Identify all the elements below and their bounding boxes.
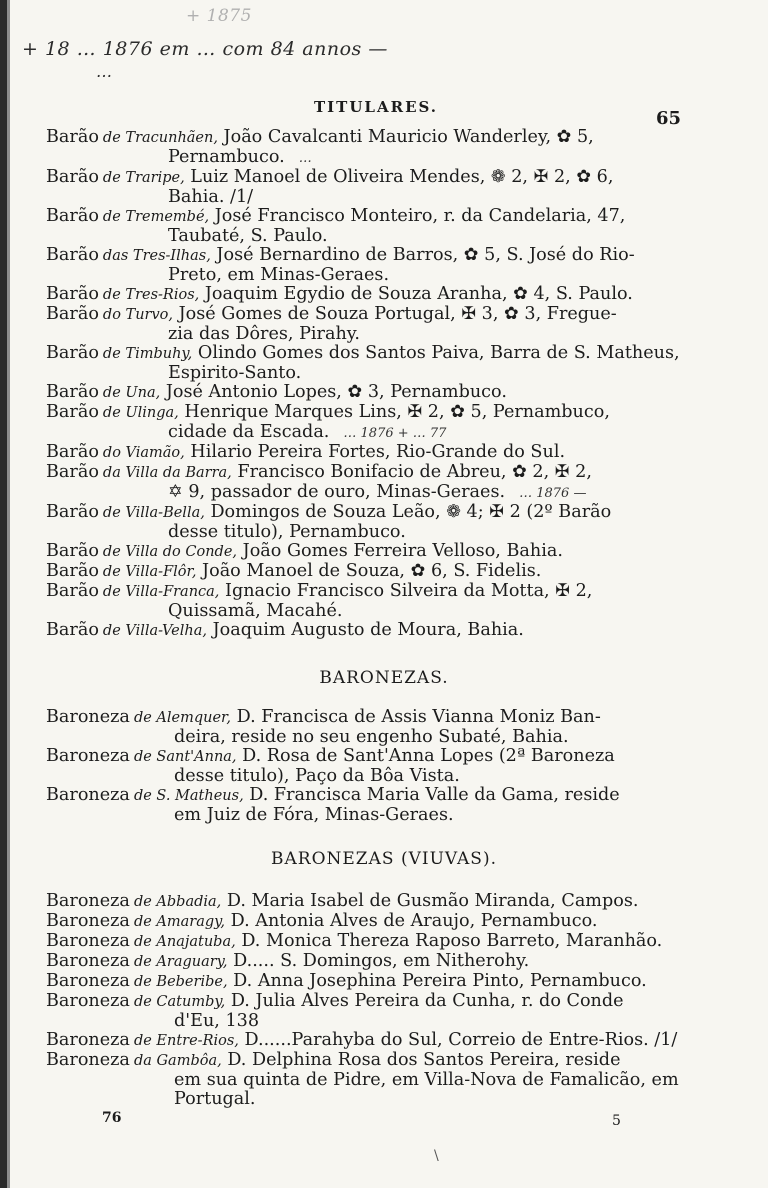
list-item <box>46 747 686 786</box>
list-item <box>46 503 686 542</box>
entry-title: de Catumby, <box>133 994 226 1010</box>
list-item <box>46 128 686 168</box>
handwritten-annotation: … 1876 + … 77 <box>343 426 447 441</box>
entry-title: de S. Matheus, <box>133 788 244 804</box>
page-edge-shadow <box>7 0 10 1188</box>
entry-role: Baroneza <box>46 971 130 991</box>
entry-role: Baroneza <box>46 1050 130 1070</box>
list-item <box>46 207 686 246</box>
entry-continuation: Espirito-Santo. <box>168 363 302 383</box>
entry-role: Baroneza <box>46 1030 130 1050</box>
footer-signature-right: 5 <box>612 1113 621 1129</box>
entry-title: de Beberibe, <box>133 974 228 990</box>
entry-title: de Villa-Franca, <box>102 584 220 600</box>
list-item <box>46 1031 686 1051</box>
entry-text: João Gomes Ferreira Velloso, Bahia. <box>242 541 563 561</box>
section-heading-viuvas: BARONEZAS (VIUVAS). <box>271 849 497 869</box>
entry-role: Barão <box>46 127 99 147</box>
entry-role: Barão <box>46 304 99 324</box>
entry-text: Henrique Marques Lins, ✠ 2, ✿ 5, Pernambuco, <box>184 402 610 422</box>
handwritten-annotation: … <box>298 151 312 166</box>
entry-continuation: desse titulo), Pernambuco. <box>168 522 406 542</box>
entry-title: do Turvo, <box>102 307 174 323</box>
entry-title: de Tremembé, <box>102 209 210 225</box>
entry-title: de Villa-Flôr, <box>102 564 197 580</box>
entry-continuation: deira, reside no seu engenho Subaté, Bahia. <box>174 727 569 747</box>
entry-continuation: desse titulo), Paço da Bôa Vista. <box>174 766 460 786</box>
entry-title: da Gambôa, <box>133 1053 222 1069</box>
list-item <box>46 285 686 305</box>
entry-text: Olindo Gomes dos Santos Paiva, Barra de S. Matheus, <box>197 343 680 363</box>
entry-text: Domingos de Souza Leão, ❁ 4; ✠ 2 (2º Barão <box>210 502 612 522</box>
list-item <box>46 582 686 621</box>
entry-title: de Traripe, <box>102 170 185 186</box>
list-item <box>46 992 686 1031</box>
entry-text: Joaquim Augusto de Moura, Bahia. <box>212 620 524 640</box>
entry-title: de Villa-Bella, <box>102 505 205 521</box>
list-item <box>46 403 686 443</box>
entry-title: das Tres-Ilhas, <box>102 248 211 264</box>
entry-text: D. Francisca de Assis Vianna Moniz Ban- <box>236 707 601 727</box>
entry-role: Barão <box>46 442 99 462</box>
entry-text: D. Anna Josephina Pereira Pinto, Pernambuco. <box>233 971 647 991</box>
entry-role: Barão <box>46 284 99 304</box>
entry-text: José Francisco Monteiro, r. da Candelaria, 47, <box>214 206 626 226</box>
entry-role: Baroneza <box>46 931 130 951</box>
entry-role: Baroneza <box>46 891 130 911</box>
baronezas-list <box>46 708 686 825</box>
entry-title: de Abbadia, <box>133 894 222 910</box>
list-item <box>46 344 686 383</box>
entry-title: de Ulinga, <box>102 405 179 421</box>
entry-continuation: Taubaté, S. Paulo. <box>168 226 328 246</box>
entry-title: de Araguary, <box>133 954 228 970</box>
page-header: TITULARES. <box>314 98 439 116</box>
entry-text: D. Julia Alves Pereira da Cunha, r. do Conde <box>230 991 624 1011</box>
entry-title: de Tres-Rios, <box>102 287 200 303</box>
entry-title: de Sant'Anna, <box>133 749 237 765</box>
entry-continuation: em Juiz de Fóra, Minas-Geraes. <box>174 805 454 825</box>
entry-role: Barão <box>46 382 99 402</box>
entry-text: Joaquim Egydio de Souza Aranha, ✿ 4, S. Paulo. <box>204 284 633 304</box>
entry-title: de Alemquer, <box>133 710 231 726</box>
entry-title: de Entre-Rios, <box>133 1033 239 1049</box>
entry-continuation: ✡ 9, passador de ouro, Minas-Geraes. <box>168 482 506 502</box>
page-number: 65 <box>656 108 682 129</box>
entry-role: Baroneza <box>46 785 130 805</box>
entry-role: Barão <box>46 620 99 640</box>
page-edge <box>0 0 7 1188</box>
entry-role: Baroneza <box>46 991 130 1011</box>
list-item <box>46 542 686 562</box>
list-item <box>46 892 686 912</box>
entry-title: da Villa da Barra, <box>102 465 232 481</box>
entry-continuation: em sua quinta de Pidre, em Villa-Nova de Famalicão, em Portugal. <box>174 1070 679 1109</box>
stray-mark: \ <box>434 1148 439 1164</box>
entry-text: Ignacio Francisco Silveira da Motta, ✠ 2, <box>225 581 593 601</box>
entry-title: de Tracunhãen, <box>102 130 218 146</box>
handwritten-note-line1: + 18 … 1876 em … com 84 annos — <box>22 38 388 60</box>
entry-continuation: zia das Dôres, Pirahy. <box>168 324 360 344</box>
entry-role: Barão <box>46 167 99 187</box>
entry-role: Barão <box>46 581 99 601</box>
handwritten-note-line2: … <box>96 62 113 81</box>
entry-title: de Anajatuba, <box>133 934 236 950</box>
entry-text: Luiz Manoel de Oliveira Mendes, ❁ 2, ✠ 2, ✿ 6, <box>190 167 614 187</box>
entry-role: Baroneza <box>46 746 130 766</box>
entry-text: D. Delphina Rosa dos Santos Pereira, reside <box>227 1050 621 1070</box>
entry-title: de Timbuhy, <box>102 346 193 362</box>
handwritten-note-top: + 1875 <box>186 6 252 26</box>
entry-text: D. Rosa de Sant'Anna Lopes (2ª Baroneza <box>242 746 615 766</box>
section-heading-baronezas: BARONEZAS. <box>319 668 449 688</box>
footer-signature-left: 76 <box>102 1110 122 1126</box>
list-item <box>46 932 686 952</box>
list-item <box>46 305 686 344</box>
entry-role: Barão <box>46 343 99 363</box>
entry-role: Barão <box>46 462 99 482</box>
entry-text: José Antonio Lopes, ✿ 3, Pernambuco. <box>165 382 507 402</box>
list-item <box>46 952 686 972</box>
entry-continuation: d'Eu, 138 <box>174 1011 260 1031</box>
list-item <box>46 383 686 403</box>
entry-title: de Villa do Conde, <box>102 544 238 560</box>
entry-role: Barão <box>46 402 99 422</box>
list-item <box>46 562 686 582</box>
entry-title: do Viamão, <box>102 445 185 461</box>
entry-text: D..... S. Domingos, em Nitherohy. <box>233 951 530 971</box>
entry-role: Baroneza <box>46 911 130 931</box>
list-item <box>46 463 686 503</box>
list-item <box>46 621 686 641</box>
entry-continuation: Pernambuco. <box>168 147 285 167</box>
entry-title: de Una, <box>102 385 161 401</box>
list-item <box>46 912 686 932</box>
handwritten-annotation: … 1876 — <box>519 486 587 501</box>
list-item <box>46 972 686 992</box>
entry-role: Barão <box>46 502 99 522</box>
list-item <box>46 246 686 285</box>
entry-text: João Cavalcanti Mauricio Wanderley, ✿ 5, <box>223 127 594 147</box>
entry-continuation: Quissamã, Macahé. <box>168 601 343 621</box>
entry-text: D. Monica Thereza Raposo Barreto, Maranhão. <box>241 931 663 951</box>
entry-title: de Amaragy, <box>133 914 226 930</box>
entry-text: Francisco Bonifacio de Abreu, ✿ 2, ✠ 2, <box>237 462 592 482</box>
entry-role: Baroneza <box>46 707 130 727</box>
entry-continuation: Preto, em Minas-Geraes. <box>168 265 390 285</box>
entry-text: D. Antonia Alves de Araujo, Pernambuco. <box>230 911 598 931</box>
entry-role: Barão <box>46 206 99 226</box>
entry-text: José Bernardino de Barros, ✿ 5, S. José do Rio- <box>216 245 635 265</box>
entry-text: João Manoel de Souza, ✿ 6, S. Fidelis. <box>202 561 542 581</box>
entry-text: D. Francisca Maria Valle da Gama, reside <box>249 785 620 805</box>
list-item <box>46 168 686 207</box>
viuvas-list <box>46 892 686 1109</box>
barons-list <box>46 128 686 641</box>
entry-role: Baroneza <box>46 951 130 971</box>
entry-text: D. Maria Isabel de Gusmão Miranda, Campos. <box>226 891 639 911</box>
entry-role: Barão <box>46 561 99 581</box>
list-item <box>46 786 686 825</box>
list-item <box>46 708 686 747</box>
entry-continuation: cidade da Escada. <box>168 422 330 442</box>
list-item <box>46 1051 686 1109</box>
entry-text: Hilario Pereira Fortes, Rio-Grande do Sul. <box>190 442 566 462</box>
list-item <box>46 443 686 463</box>
entry-role: Barão <box>46 245 99 265</box>
entry-text: D......Parahyba do Sul, Correio de Entre-Rios. /1/ <box>244 1030 678 1050</box>
entry-role: Barão <box>46 541 99 561</box>
entry-title: de Villa-Velha, <box>102 623 207 639</box>
entry-text: José Gomes de Souza Portugal, ✠ 3, ✿ 3, Fregue- <box>178 304 617 324</box>
entry-continuation: Bahia. /1/ <box>168 187 254 207</box>
